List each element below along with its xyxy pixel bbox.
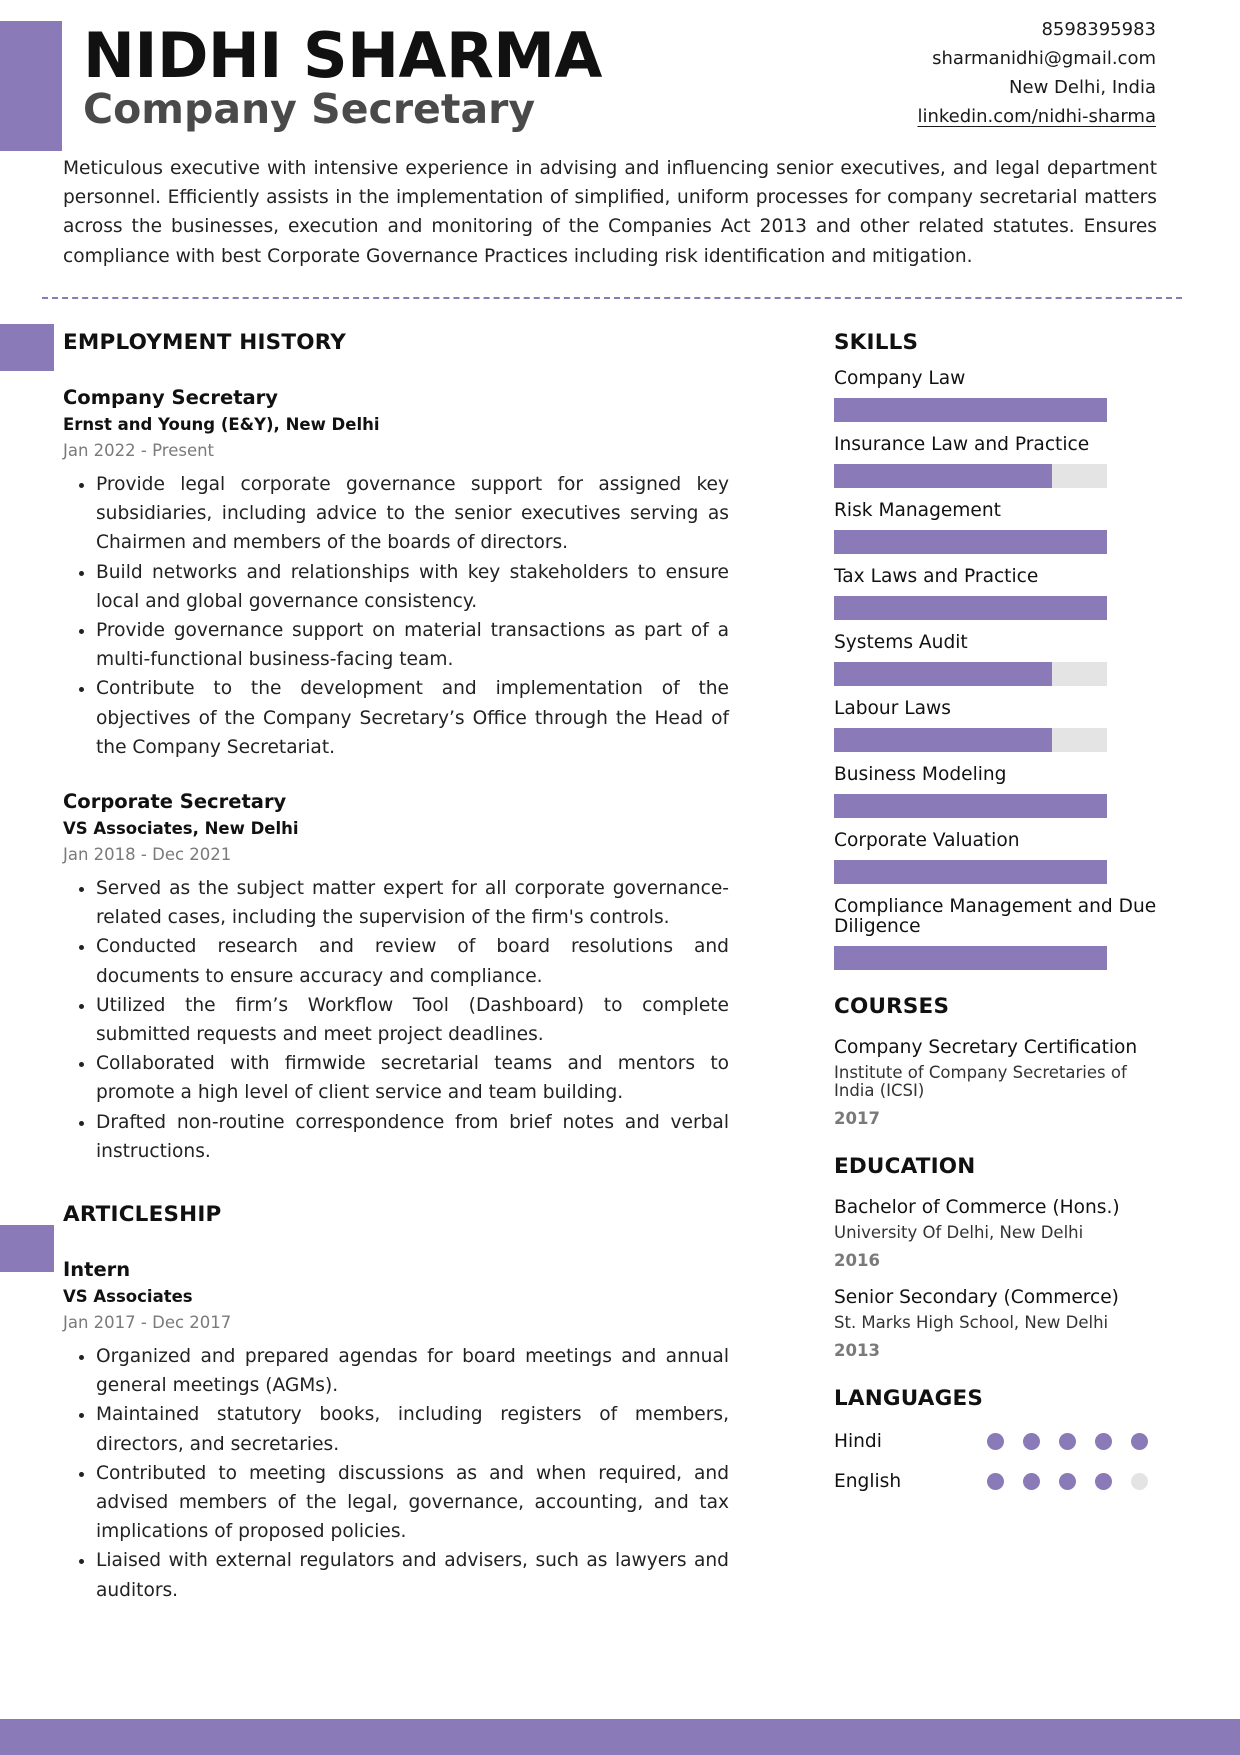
skill-bar [834,860,1107,884]
course-title: Company Secretary Certification [834,1037,1138,1058]
candidate-name: NIDHI SHARMA [83,19,602,92]
skill-item [834,633,1164,686]
job-dates: Jan 2022 - Present [63,441,215,460]
skill-bar-fill [834,860,1107,884]
skill-item [834,897,1164,970]
rating-dot [987,1433,1004,1450]
language-rating [987,1473,1148,1490]
bullet-item: • Contributed to meeting discussions as and when required, and advised members of the legal, governance, accounting, and tax implications of proposed policies. [96,1459,729,1547]
job-bullets [63,1342,729,1605]
courses-list [834,1036,1164,1130]
skill-bar [834,596,1107,620]
rating-dot [1131,1473,1148,1490]
education-year: 2016 [834,1251,880,1270]
skill-bar-fill [834,794,1107,818]
rating-dot [987,1473,1004,1490]
education-year: 2013 [834,1341,880,1360]
education-list [834,1196,1164,1362]
bullet-item: • Maintained statutory books, including registers of members, directors, and secretaries. [96,1400,729,1458]
linkedin-link[interactable]: linkedin.com/nidhi-sharma [917,106,1156,127]
bullet-item: • Contribute to the development and implementation of the objectives of the Company Secretary’s Office through the Head of the Company Secretariat. [96,674,729,762]
articleship-list [63,1256,729,1605]
language-name: Hindi [834,1430,882,1452]
skill-name: Labour Laws [834,698,951,719]
employment-heading: EMPLOYMENT HISTORY [63,330,347,355]
skill-bar [834,464,1107,488]
employment-accent-block [0,324,54,371]
bullet-item: • Utilized the firm’s Workflow Tool (Dashboard) to complete submitted requests and meet project deadlines. [96,991,729,1049]
skill-name: Compliance Management and Due Diligence [834,896,1157,937]
education-school: St. Marks High School, New Delhi [834,1313,1109,1332]
skill-name: Corporate Valuation [834,830,1020,851]
bullet-item: • Drafted non-routine correspondence from brief notes and verbal instructions. [96,1108,729,1166]
skill-item [834,369,1164,422]
job-entry [63,788,729,1166]
language-name: English [834,1470,902,1492]
skill-name: Insurance Law and Practice [834,434,1090,455]
job-bullets [63,874,729,1166]
bullet-item: • Build networks and relationships with key stakeholders to ensure local and global governance consistency. [96,558,729,616]
rating-dot [1059,1433,1076,1450]
footer-accent-bar [0,1719,1240,1755]
rating-dot [1059,1473,1076,1490]
location: New Delhi, India [1009,77,1156,98]
job-company: VS Associates, New Delhi [63,819,299,839]
skills-list [834,369,1164,970]
education-item [834,1196,1164,1272]
skill-item [834,435,1164,488]
job-entry [63,1256,729,1605]
bullet-item: • Organized and prepared agendas for board meetings and annual general meetings (AGMs). [96,1342,729,1400]
candidate-title: Company Secretary [83,85,536,133]
job-title: Corporate Secretary [63,790,287,814]
phone: 8598395983 [1041,19,1156,40]
job-entry [63,384,729,762]
job-dates: Jan 2017 - Dec 2017 [63,1313,232,1333]
skill-item [834,831,1164,884]
rating-dot [1131,1433,1148,1450]
articleship-heading: ARTICLESHIP [63,1202,222,1228]
skill-bar-fill [834,946,1107,970]
education-degree: Senior Secondary (Commerce) [834,1287,1119,1308]
profile-summary: Meticulous executive with intensive experience in advising and influencing senior executives, and legal department personnel. Efficiently assists in the implementation of simplified, uniform processes for company secretarial matters across the businesses, execution and monitoring of the Companies Act 2013 and other related statutes. Ensures compliance with best Corporate Governance Practices including risk identification and mitigation. [63,158,1157,267]
rating-dot [1023,1473,1040,1490]
skill-bar-fill [834,728,1052,752]
skill-bar [834,662,1107,686]
job-dates: Jan 2018 - Dec 2021 [63,845,232,865]
job-company: Ernst and Young (E&Y), New Delhi [63,415,380,434]
skill-bar [834,398,1107,422]
education-degree: Bachelor of Commerce (Hons.) [834,1197,1120,1218]
skill-bar-fill [834,464,1052,488]
skills-heading: SKILLS [834,330,919,355]
skill-bar [834,530,1107,554]
skill-item [834,501,1164,554]
right-column [834,328,1164,1494]
skill-name: Business Modeling [834,764,1007,785]
left-column [63,328,729,1605]
rating-dot [1095,1473,1112,1490]
skill-name: Company Law [834,368,966,389]
course-year: 2017 [834,1109,880,1128]
skill-bar-fill [834,662,1052,686]
languages-list [834,1428,1164,1494]
bullet-item: • Liaised with external regulators and advisers, such as lawyers and auditors. [96,1546,729,1604]
education-heading: EDUCATION [834,1154,976,1179]
contact-block [917,15,1156,131]
bullet-item: • Provide legal corporate governance support for assigned key subsidiaries, including advice to the senior executives serving as Chairmen and members of the boards of directors. [96,470,729,558]
job-title: Company Secretary [63,386,279,409]
rating-dot [1023,1433,1040,1450]
education-item [834,1286,1164,1362]
dashed-divider [42,297,1182,299]
course-item [834,1036,1164,1130]
language-item [834,1468,1164,1494]
rating-dot [1095,1433,1112,1450]
skill-bar [834,946,1107,970]
employment-list [63,384,729,1166]
bullet-item: • Served as the subject matter expert for all corporate governance-related cases, including the supervision of the firm's controls. [96,874,729,932]
skill-bar-fill [834,530,1107,554]
articleship-accent-block [0,1225,54,1272]
bullet-item: • Collaborated with firmwide secretarial teams and mentors to promote a high level of client service and team building. [96,1049,729,1107]
skill-name: Risk Management [834,500,1001,521]
skill-bar [834,794,1107,818]
skill-bar-fill [834,398,1107,422]
skill-name: Tax Laws and Practice [834,566,1039,587]
email: sharmanidhi@gmail.com [932,48,1156,69]
course-institution: Institute of Company Secretaries of India (ICSI) [834,1063,1127,1100]
languages-heading: LANGUAGES [834,1386,984,1411]
job-title: Intern [63,1258,131,1282]
language-rating [987,1433,1148,1450]
education-school: University Of Delhi, New Delhi [834,1223,1084,1242]
skill-item [834,699,1164,752]
skill-item [834,567,1164,620]
job-company: VS Associates [63,1287,193,1307]
skill-bar [834,728,1107,752]
job-bullets [63,470,729,762]
bullet-item: • Provide governance support on material transactions as part of a multi-functional business-facing team. [96,616,729,674]
skill-name: Systems Audit [834,632,968,653]
header-accent-block [0,21,62,151]
bullet-item: • Conducted research and review of board resolutions and documents to ensure accuracy and compliance. [96,932,729,990]
courses-heading: COURSES [834,994,950,1019]
language-item [834,1428,1164,1454]
skill-item [834,765,1164,818]
skill-bar-fill [834,596,1107,620]
